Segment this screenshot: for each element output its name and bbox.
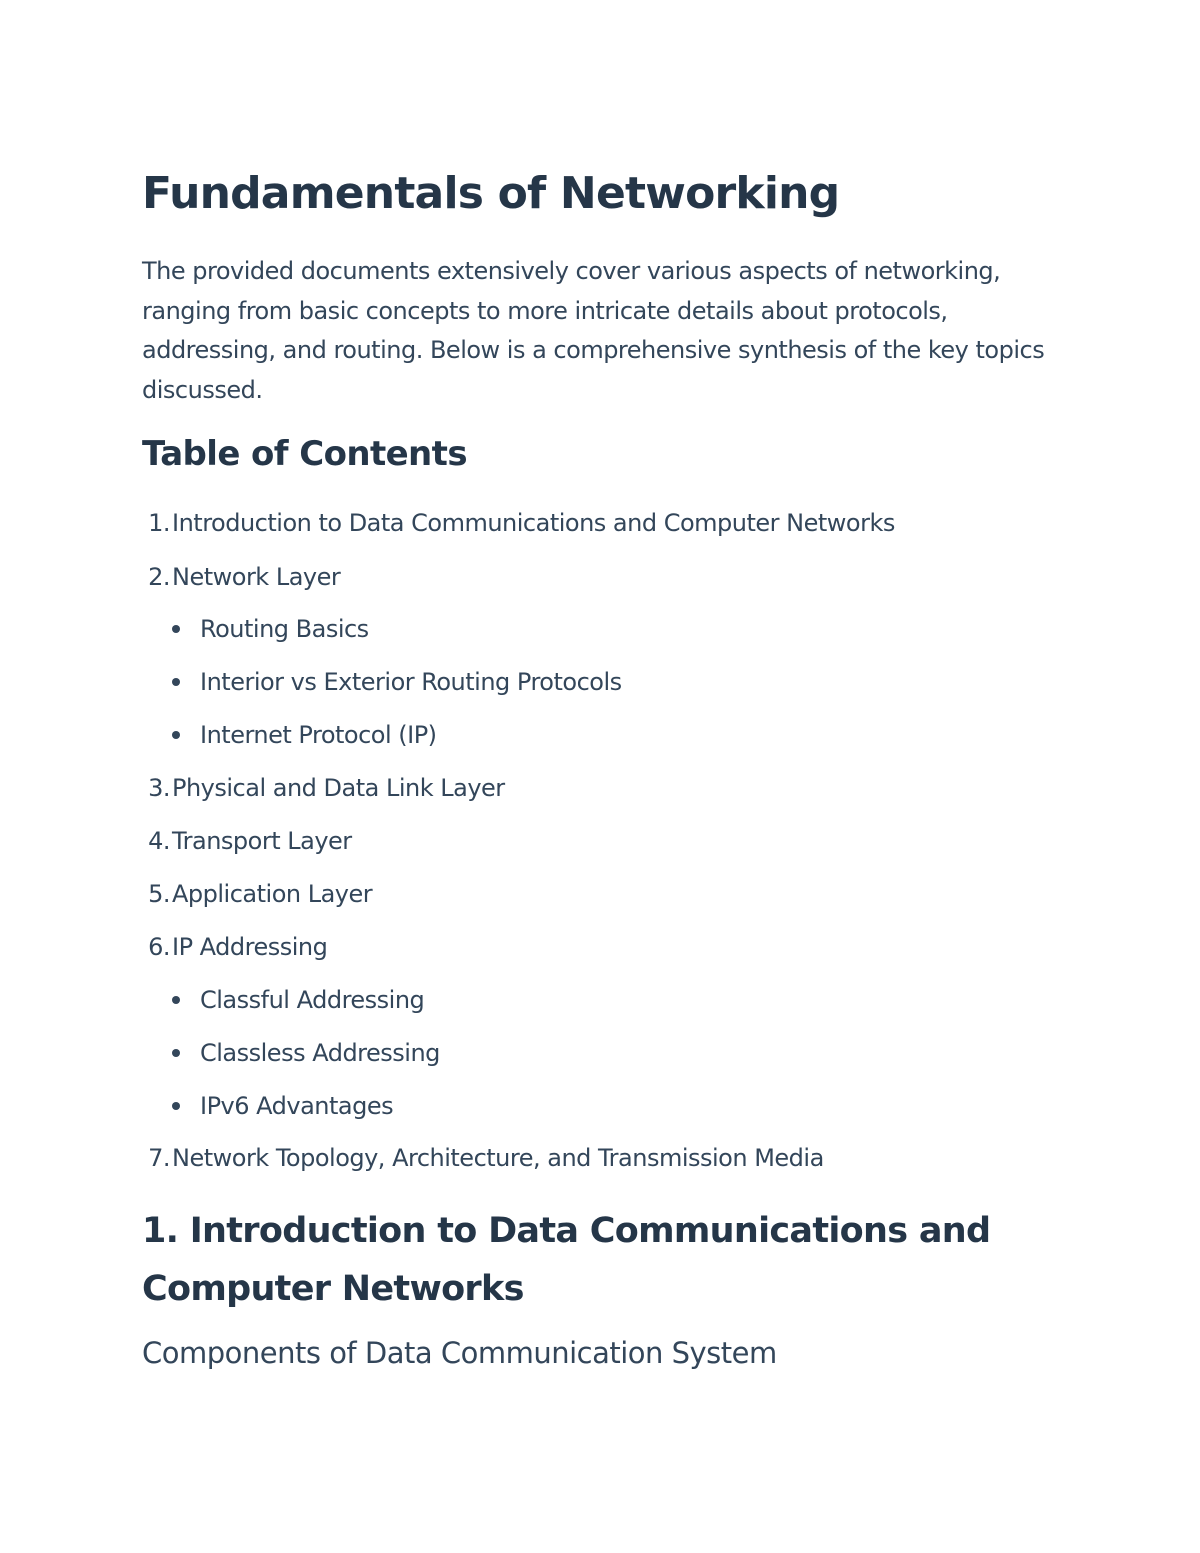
toc-item [142,826,352,856]
document-title: Fundamentals of Networking [142,168,840,219]
section-heading: 1. Introduction to Data Communications and Computer Networks [142,1211,991,1309]
bullet-icon [172,996,180,1004]
bullet-icon [172,625,180,633]
bullet-icon [172,678,180,686]
bullet-icon [172,1049,180,1057]
toc-subitem-label: Interior vs Exterior Routing Protocols [200,668,622,696]
toc-subitem [200,1038,440,1068]
toc-item-number: 5. [148,880,170,908]
toc-subitem-label: Classless Addressing [200,1039,440,1067]
toc-item [142,508,895,538]
bullet-icon [172,1102,180,1110]
toc-subitem-label: IPv6 Advantages [200,1092,394,1120]
subsection-heading: Components of Data Communication System [142,1336,777,1370]
bullet-icon [172,731,180,739]
toc-item-label: IP Addressing [172,933,328,961]
toc-subitem [200,985,424,1015]
toc-item-label: Physical and Data Link Layer [172,774,505,802]
toc-item-number: 1. [148,509,170,537]
toc-subitem [200,720,437,750]
toc-subitem [200,1091,393,1121]
toc-item-number: 6. [148,933,170,961]
toc-item-number: 2. [148,563,170,591]
toc-subitem-label: Routing Basics [200,615,369,643]
toc-item-number: 7. [148,1144,170,1172]
toc-heading: Table of Contents [142,434,467,474]
toc-item [142,773,505,803]
toc-subitem-label: Internet Protocol (IP) [200,721,437,749]
toc-item-label: Introduction to Data Communications and Computer Networks [172,509,895,537]
toc-item [142,879,372,909]
toc-item [142,562,340,592]
toc-item [142,932,327,962]
toc-subitem [200,667,622,697]
toc-item-number: 4. [148,827,170,855]
toc-item-label: Network Topology, Architecture, and Transmission Media [172,1144,824,1172]
toc-subitem-label: Classful Addressing [200,986,425,1014]
toc-item-label: Application Layer [172,880,373,908]
toc-item-label: Transport Layer [172,827,352,855]
toc-item [142,1143,824,1173]
toc-item-label: Network Layer [172,563,341,591]
toc-subitem [200,614,369,644]
toc-item-number: 3. [148,774,170,802]
intro-paragraph: The provided documents extensively cover various aspects of networking, ranging from basic concepts to more intricate details about protocols, addressing, and routing. Below is a comprehensive synthesis of the key topics discussed. [142,257,1045,404]
